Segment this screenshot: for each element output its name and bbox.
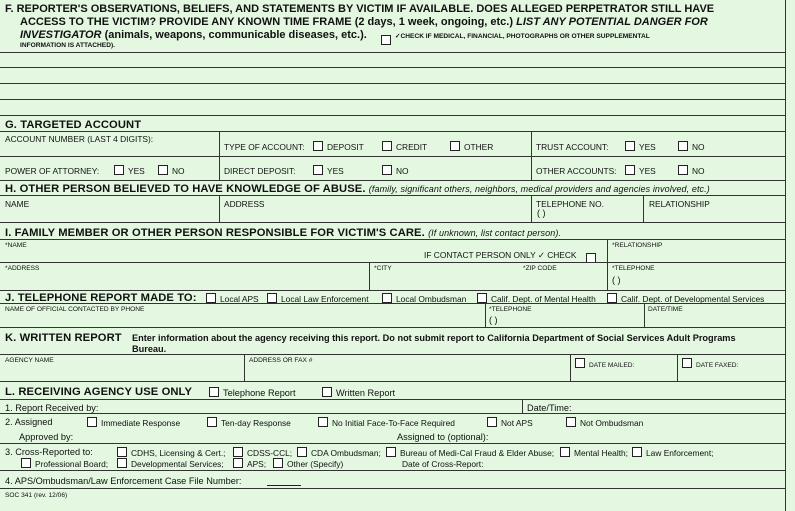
l-cda-ombudsman-label: CDA Ombudsman; xyxy=(311,448,381,458)
i-mid-line xyxy=(0,262,785,263)
l-developmental-services-option[interactable] xyxy=(117,458,224,469)
i-address-label: *ADDRESS xyxy=(5,265,40,272)
trust-account-label: TRUST ACCOUNT: xyxy=(536,142,609,152)
j-top-line xyxy=(0,303,785,304)
section-k-title: K. WRITTEN REPORT xyxy=(5,332,122,344)
k-date-mailed-option[interactable] xyxy=(575,358,634,369)
section-h-subtitle: (family, significant others, neighbors, medical providers and agencies involved, etc.) xyxy=(368,184,710,194)
dd-no-label: NO xyxy=(396,166,409,176)
l-mental-health-option[interactable] xyxy=(560,447,628,458)
k-date-faxed-label: DATE FAXED: xyxy=(696,362,739,369)
credit-label: CREDIT xyxy=(396,142,428,152)
section-f-line2 xyxy=(20,16,708,28)
l-law-enforcement-label: Law Enforcement; xyxy=(646,448,714,458)
i-phone-parens: ( ) xyxy=(612,275,621,285)
k-instructions-2: Bureau. xyxy=(132,344,167,354)
j-divider-1 xyxy=(485,303,486,327)
oa-no-option[interactable] xyxy=(678,165,705,176)
l-not-aps-option[interactable] xyxy=(487,417,533,428)
k-instructions: Enter information about the agency receiving this report. Do not submit report to California Department of Social Services Adult Programs xyxy=(132,333,736,343)
l-medi-cal-option[interactable] xyxy=(386,447,554,458)
k-top-line xyxy=(0,354,785,355)
k-divider-2 xyxy=(570,354,571,381)
l-line-3 xyxy=(0,470,785,471)
account-number-label: ACCOUNT NUMBER (LAST 4 DIGITS): xyxy=(5,134,154,144)
deposit-option[interactable] xyxy=(313,141,364,152)
f-line-5 xyxy=(0,115,785,116)
k-agency-name-label: AGENCY NAME xyxy=(5,357,54,364)
g-top-line xyxy=(0,131,785,132)
g-mid-line xyxy=(0,156,785,157)
l-law-enforcement-option[interactable] xyxy=(632,447,714,458)
j-calif-dev-label: Calif. Dept. of Developmental Services xyxy=(621,294,765,304)
trust-no-option[interactable] xyxy=(678,141,705,152)
l-no-initial-option[interactable] xyxy=(318,417,455,428)
j-official-name-label: NAME OF OFFICIAL CONTACTED BY PHONE xyxy=(5,306,145,313)
h-divider-3 xyxy=(643,195,644,222)
section-i-title-text: I. FAMILY MEMBER OR OTHER PERSON RESPONSIBLE FOR VICTIM'S CARE. xyxy=(5,227,425,239)
l-cross-reported-label: 3. Cross-Reported to: xyxy=(5,447,93,457)
j-date-time-label: DATE/TIME xyxy=(648,306,683,313)
k-divider-3 xyxy=(677,354,678,381)
l-assigned-label: 2. Assigned xyxy=(5,417,53,427)
l-mental-health-label: Mental Health; xyxy=(574,448,628,458)
l-not-ombudsman-label: Not Ombudsman xyxy=(580,418,644,428)
l-aps-option[interactable] xyxy=(233,458,266,469)
j-local-aps-label: Local APS xyxy=(220,294,259,304)
l-approved-by-label: Approved by: xyxy=(19,432,74,442)
section-f-line3-italic: INVESTIGATOR xyxy=(20,29,102,41)
f-line-1 xyxy=(0,52,785,53)
l-report-received-label: 1. Report Received by: xyxy=(5,403,99,413)
oa-no-label: NO xyxy=(692,166,705,176)
type-of-account-label: TYPE OF ACCOUNT: xyxy=(224,142,305,152)
section-g-title: G. TARGETED ACCOUNT xyxy=(5,119,142,131)
attachment-check-label-2: INFORMATION IS ATTACHED). xyxy=(20,42,115,49)
trust-no-label: NO xyxy=(692,142,705,152)
k-address-fax-label: ADDRESS OR FAX # xyxy=(249,357,313,364)
l-case-file-input[interactable] xyxy=(267,485,301,486)
h-divider-2 xyxy=(531,195,532,222)
i-divider-city xyxy=(369,262,370,290)
l-developmental-services-label: Developmental Services; xyxy=(131,459,224,469)
j-telephone-label: *TELEPHONE xyxy=(489,306,532,313)
f-line-2 xyxy=(0,67,785,68)
l-top-line xyxy=(0,399,785,400)
i-name-label: *NAME xyxy=(5,242,27,249)
i-top-line xyxy=(0,239,785,240)
deposit-label: DEPOSIT xyxy=(327,142,364,152)
i-zip-label: *ZIP CODE xyxy=(523,265,557,272)
j-phone-parens: ( ) xyxy=(489,315,498,325)
l-line-2 xyxy=(0,443,785,444)
h-divider-1 xyxy=(219,195,220,222)
section-f-line1: F. REPORTER'S OBSERVATIONS, BELIEFS, AND STATEMENTS BY VICTIM IF AVAILABLE. DOES ALLEGED PERPETRATOR STILL HAVE xyxy=(5,3,715,15)
poa-yes-option[interactable] xyxy=(114,165,145,176)
section-f-line2-italic: LIST ANY POTENTIAL DANGER FOR xyxy=(516,16,708,28)
l-cdhs-label: CDHS, Licensing & Cert.; xyxy=(131,448,226,458)
section-l-title: L. RECEIVING AGENCY USE ONLY xyxy=(5,386,193,398)
l-professional-board-option[interactable] xyxy=(21,458,108,469)
right-border xyxy=(785,0,786,511)
poa-yes-label: YES xyxy=(128,166,145,176)
power-of-attorney-label: POWER OF ATTORNEY: xyxy=(5,166,100,176)
dd-yes-option[interactable] xyxy=(313,165,344,176)
trust-yes-label: YES xyxy=(639,142,656,152)
j-local-ombudsman-label: Local Ombudsman xyxy=(396,294,467,304)
l-date-cross-label: Date of Cross-Report: xyxy=(402,459,484,469)
i-divider-main xyxy=(607,239,608,290)
h-name-label: NAME xyxy=(5,199,30,209)
other-accounts-label: OTHER ACCOUNTS: xyxy=(536,166,617,176)
attachment-check-label: ✓CHECK IF MEDICAL, FINANCIAL, PHOTOGRAPHS OR OTHER SUPPLEMENTAL xyxy=(395,33,650,40)
l-divider-1 xyxy=(522,399,523,413)
direct-deposit-label: DIRECT DEPOSIT: xyxy=(224,166,296,176)
h-phone-parens: ( ) xyxy=(537,208,546,218)
section-i-subtitle: (If unknown, list contact person). xyxy=(428,228,562,238)
f-line-3 xyxy=(0,83,785,84)
section-j-title: J. TELEPHONE REPORT MADE TO: xyxy=(5,292,197,304)
l-cdss-ccl-label: CDSS-CCL; xyxy=(247,448,293,458)
f-line-4 xyxy=(0,99,785,100)
contact-person-checkbox[interactable] xyxy=(586,249,600,267)
i-telephone-label: *TELEPHONE xyxy=(612,265,655,272)
l-bottom-line xyxy=(0,488,785,489)
l-immediate-label: Immediate Response xyxy=(101,418,181,428)
g-bottom-line xyxy=(0,180,785,181)
poa-no-option[interactable] xyxy=(158,165,185,176)
l-ten-day-option[interactable] xyxy=(207,417,291,428)
l-not-aps-label: Not APS xyxy=(501,418,533,428)
poa-no-label: NO xyxy=(172,166,185,176)
j-divider-2 xyxy=(644,303,645,327)
j-calif-mental-label: Calif. Dept. of Mental Health xyxy=(491,294,596,304)
l-medi-cal-label: Bureau of Medi-Cal Fraud & Elder Abuse; xyxy=(400,448,555,458)
section-f-line2-bold: ACCESS TO THE VICTIM? PROVIDE ANY KNOWN TIME FRAME (2 days, 1 week, ongoing, etc.) xyxy=(20,16,514,28)
dd-no-option[interactable] xyxy=(382,165,409,176)
l-telephone-report-option[interactable] xyxy=(209,387,296,398)
other-label: OTHER xyxy=(464,142,494,152)
section-i-title xyxy=(5,227,561,239)
j-bottom-line xyxy=(0,327,785,328)
l-date-time-label: Date/Time: xyxy=(527,403,572,413)
h-telephone-label: TELEPHONE NO. xyxy=(536,199,604,209)
l-cda-ombudsman-option[interactable] xyxy=(297,447,381,458)
section-f-line3-bold: (animals, weapons, communicable diseases, etc.). xyxy=(104,29,367,41)
l-line-1 xyxy=(0,413,785,414)
section-h-title xyxy=(5,183,710,195)
j-local-le-label: Local Law Enforcement xyxy=(281,294,369,304)
i-relationship-label: *RELATIONSHIP xyxy=(612,242,663,249)
dd-yes-label: YES xyxy=(327,166,344,176)
k-date-mailed-label: DATE MAILED: xyxy=(589,362,635,369)
oa-yes-label: YES xyxy=(639,166,656,176)
h-address-label: ADDRESS xyxy=(224,199,265,209)
l-cdhs-option[interactable] xyxy=(117,447,226,458)
l-not-ombudsman-option[interactable] xyxy=(566,417,643,428)
h-relationship-label: RELATIONSHIP xyxy=(649,199,710,209)
l-written-report-option[interactable] xyxy=(322,387,395,398)
l-cdss-ccl-option[interactable] xyxy=(233,447,292,458)
h-top-line xyxy=(0,195,785,196)
k-divider-1 xyxy=(244,354,245,381)
l-immediate-option[interactable] xyxy=(87,417,180,428)
l-ten-day-label: Ten-day Response xyxy=(221,418,291,428)
l-assigned-to-label: Assigned to (optional): xyxy=(397,432,489,442)
k-bottom-line xyxy=(0,381,785,382)
i-bottom-line xyxy=(0,290,785,291)
l-aps-label: APS; xyxy=(247,459,267,469)
l-other-specify-label: Other (Specify) xyxy=(287,459,344,469)
l-professional-board-label: Professional Board; xyxy=(35,459,109,469)
trust-yes-option[interactable] xyxy=(625,141,656,152)
other-option[interactable] xyxy=(450,141,493,152)
l-telephone-report-label: Telephone Report xyxy=(223,388,296,398)
section-h-title-text: H. OTHER PERSON BELIEVED TO HAVE KNOWLEDGE OF ABUSE. xyxy=(5,183,366,195)
l-written-report-label: Written Report xyxy=(336,388,396,398)
l-no-initial-label: No Initial Face-To-Face Required xyxy=(332,418,455,428)
l-case-file-label: 4. APS/Ombudsman/Law Enforcement Case File Number: xyxy=(5,476,242,486)
form-id: SOC 341 (rev. 12/06) xyxy=(5,492,68,499)
attachment-checkbox[interactable] xyxy=(381,31,395,49)
i-city-label: *CITY xyxy=(374,265,392,272)
k-date-faxed-option[interactable] xyxy=(682,358,738,369)
section-f-line3 xyxy=(20,29,367,41)
h-bottom-line xyxy=(0,222,785,223)
credit-option[interactable] xyxy=(382,141,427,152)
l-other-specify-option[interactable] xyxy=(273,458,343,469)
contact-person-only-label: IF CONTACT PERSON ONLY ✓ CHECK xyxy=(424,250,577,260)
oa-yes-option[interactable] xyxy=(625,165,656,176)
